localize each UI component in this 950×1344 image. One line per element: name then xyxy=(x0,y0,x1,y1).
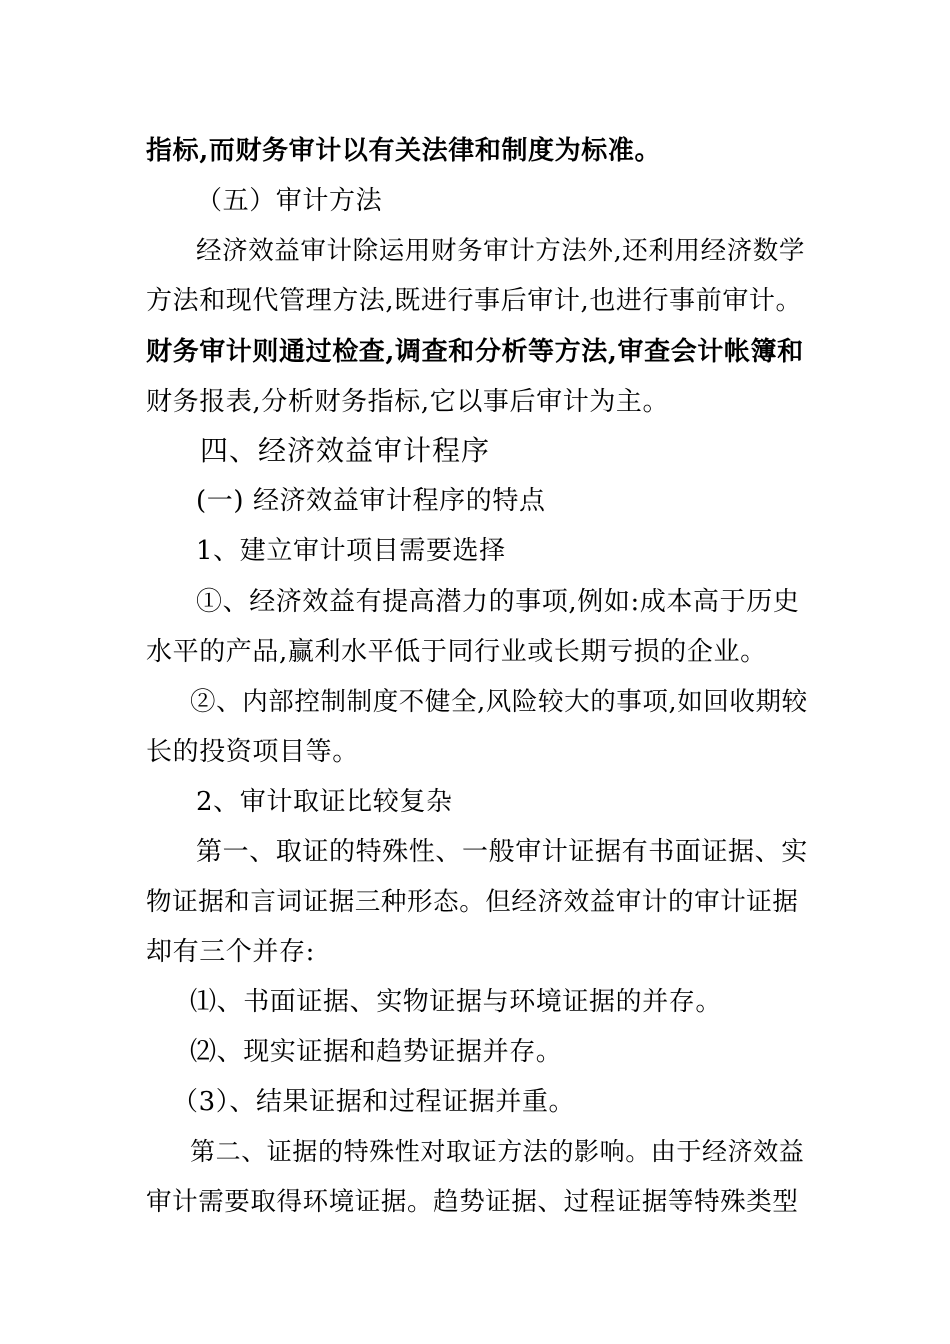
subsection-heading: (一) 经济效益审计程序的特点 xyxy=(196,486,546,516)
paragraph-line: 财务报表,分析财务指标,它以事后审计为主。 xyxy=(146,387,670,417)
list-item: ⑴、书面证据、实物证据与环境证据的并存。 xyxy=(190,987,723,1017)
paragraph-line: 水平的产品,赢利水平低于同行业或长期亏损的企业。 xyxy=(146,637,767,667)
paragraph-line: 指标,而财务审计以有关法律和制度为标准。 xyxy=(146,136,662,166)
paragraph-line: 方法和现代管理方法,既进行事后审计,也进行事前审计。 xyxy=(146,286,803,316)
paragraph-line: ①、经济效益有提高潜力的事项,例如:成本高于历史 xyxy=(196,587,800,617)
list-item: ⑵、现实证据和趋势证据并存。 xyxy=(190,1037,563,1067)
item-heading: 1、建立审计项目需要选择 xyxy=(196,536,506,566)
item-heading: 2、审计取证比较复杂 xyxy=(196,787,453,817)
chapter-heading: 四、经济效益审计程序 xyxy=(200,434,491,467)
paragraph-line: 物证据和言词证据三种形态。但经济效益审计的审计证据 xyxy=(146,887,799,917)
paragraph-line: 第一、取证的特殊性、一般审计证据有书面证据、实 xyxy=(196,837,808,867)
paragraph-line: 经济效益审计除运用财务审计方法外,还利用经济数学 xyxy=(196,236,806,266)
paragraph-line: 长的投资项目等。 xyxy=(146,737,359,767)
paragraph-line: 却有三个并存: xyxy=(146,937,315,967)
paragraph-line: 财务审计则通过检查,调查和分析等方法,审查会计帐簿和 xyxy=(146,337,804,367)
paragraph-line: ②、内部控制制度不健全,风险较大的事项,如回收期较 xyxy=(190,687,808,717)
section-heading: （五）审计方法 xyxy=(196,186,383,216)
list-item: （3）、结果证据和过程证据并重。 xyxy=(172,1087,576,1117)
paragraph-line: 审计需要取得环境证据。趋势证据、过程证据等特殊类型 xyxy=(146,1187,799,1217)
paragraph-line: 第二、证据的特殊性对取证方法的影响。由于经济效益 xyxy=(190,1137,805,1166)
